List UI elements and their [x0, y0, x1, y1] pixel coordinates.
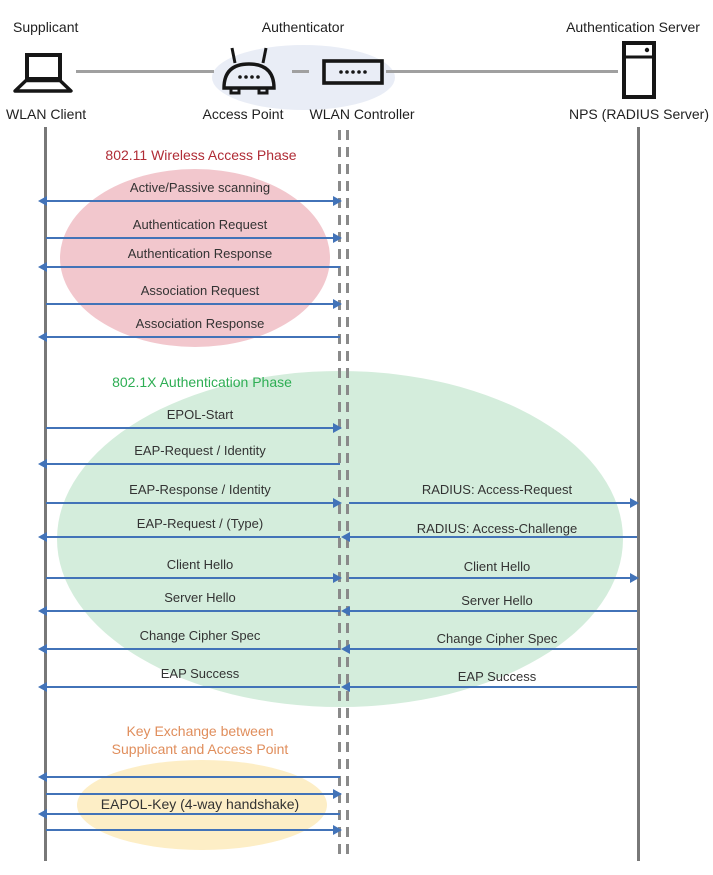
- message-arrow-2-left: [46, 266, 340, 268]
- access-point-icon: [220, 46, 278, 96]
- device-label-wlan-controller: WLAN Controller: [309, 106, 415, 122]
- role-label-authenticator: Authenticator: [261, 19, 345, 35]
- message-arrow-5-left: [46, 427, 340, 429]
- device-label-wlan-client: WLAN Client: [6, 106, 87, 122]
- message-arrow-18-right: [349, 686, 637, 688]
- message-arrow-21-left: [46, 813, 340, 815]
- phase1-title: 802.11 Wireless Access Phase: [105, 147, 297, 163]
- message-label-10: RADIUS: Access-Challenge: [416, 521, 578, 536]
- message-arrow-10-right: [349, 536, 637, 538]
- message-arrow-4-left: [46, 336, 340, 338]
- message-arrow-9-left: [46, 536, 340, 538]
- message-label-0: Active/Passive scanning: [129, 180, 271, 195]
- device-label-nps-radius-server: NPS (RADIUS Server): [568, 106, 710, 122]
- message-label-2: Authentication Response: [127, 246, 273, 261]
- message-label-16: Change Cipher Spec: [436, 631, 558, 646]
- wlan-controller-icon: [322, 59, 384, 85]
- message-label-1: Authentication Request: [132, 217, 268, 232]
- message-label-18: EAP Success: [457, 669, 537, 684]
- connector-line-client-ap: [76, 70, 214, 73]
- message-label-11: Client Hello: [166, 557, 234, 572]
- message-arrow-15-left: [46, 648, 340, 650]
- message-arrow-17-left: [46, 686, 340, 688]
- connector-line-controller-server: [386, 70, 618, 73]
- message-label-9: EAP-Request / (Type): [136, 516, 264, 531]
- laptop-icon: [12, 53, 74, 95]
- message-label-4: Association Response: [135, 316, 265, 331]
- message-arrow-8-right: [349, 502, 637, 504]
- device-label-access-point: Access Point: [202, 106, 284, 122]
- message-label-13: Server Hello: [164, 590, 236, 605]
- phase3-title-line2: Supplicant and Access Point: [111, 741, 289, 757]
- message-arrow-12-right: [349, 577, 637, 579]
- message-arrow-22-left: [46, 829, 340, 831]
- lifeline-authentication-server: [637, 127, 640, 861]
- message-label-7: EAP-Response / Identity: [129, 482, 271, 497]
- phase3-title-line1: Key Exchange between: [126, 723, 274, 739]
- message-arrow-11-left: [46, 577, 340, 579]
- message-label-21: EAPOL-Key (4-way handshake): [100, 796, 300, 812]
- message-label-17: EAP Success: [160, 666, 240, 681]
- message-arrow-1-left: [46, 237, 340, 239]
- message-arrow-0-left: [46, 200, 340, 202]
- message-label-8: RADIUS: Access-Request: [421, 482, 573, 497]
- message-arrow-20-left: [46, 793, 340, 795]
- message-arrow-13-left: [46, 610, 340, 612]
- message-label-5: EPOL-Start: [166, 407, 234, 422]
- message-label-14: Server Hello: [461, 593, 533, 608]
- role-label-authentication-server: Authentication Server: [566, 19, 700, 35]
- message-arrow-7-left: [46, 502, 340, 504]
- message-label-15: Change Cipher Spec: [139, 628, 261, 643]
- message-arrow-16-right: [349, 648, 637, 650]
- message-arrow-19-left: [46, 776, 340, 778]
- message-label-3: Association Request: [140, 283, 260, 298]
- connector-line-ap-controller: [292, 70, 309, 73]
- message-arrow-6-left: [46, 463, 340, 465]
- message-label-6: EAP-Request / Identity: [134, 443, 266, 458]
- message-arrow-3-left: [46, 303, 340, 305]
- message-arrow-14-right: [349, 610, 637, 612]
- phase2-title: 802.1X Authentication Phase: [112, 374, 292, 390]
- message-label-12: Client Hello: [463, 559, 531, 574]
- phase3-title: [50, 722, 350, 758]
- role-label-supplicant: Supplicant: [13, 19, 79, 35]
- server-icon: [622, 41, 656, 99]
